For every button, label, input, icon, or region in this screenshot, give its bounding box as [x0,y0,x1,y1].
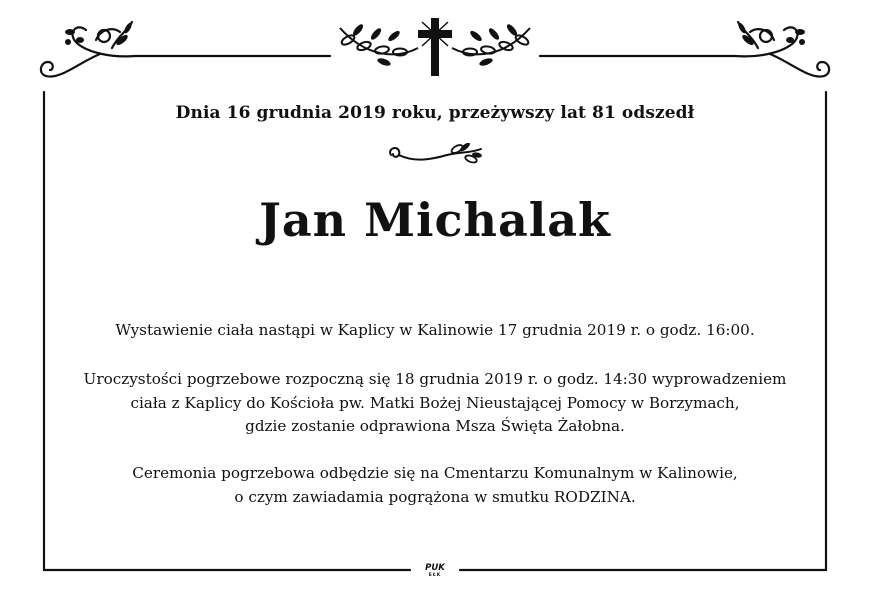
scroll-ornament-icon [41,22,135,77]
deceased-name: Jan Michalak [259,193,611,247]
logo-main-text: PUK [425,563,445,573]
paragraph-line: Uroczystości pogrzebowe rozpoczną się 18 grudnia 2019 r. o godz. 14:30 wyprowadzeniem [83,370,787,388]
cross-icon [418,18,452,76]
paragraph-line: ciała z Kaplicy do Kościoła pw. Matki Bożej Nieustającej Pomocy w Borzymach, [130,393,740,412]
scroll-ornament-icon [735,22,829,77]
paragraph-line: Wystawienie ciała nastąpi w Kaplicy w Kalinowie 17 grudnia 2019 r. o godz. 16:00. [115,321,755,339]
scroll-ornament-icon [385,143,485,169]
death-date-line: Dnia 16 grudnia 2019 roku, przeżywszy lat 81 odszedł [175,103,695,123]
ceremony-paragraph [0,368,870,439]
logo-sub-text: EŁK [428,572,442,578]
viewing-paragraph [0,319,870,343]
paragraph-line: gdzie zostanie odprawiona Msza Święta Żałobna. [245,417,625,435]
burial-paragraph [0,462,870,509]
company-logo [418,564,452,578]
paragraph-line: o czym zawiadamia pogrążona w smutku RODZINA. [234,487,636,506]
paragraph-line: Ceremonia pogrzebowa odbędzie się na Cmentarzu Komunalnym w Kalinowie, [132,464,738,482]
